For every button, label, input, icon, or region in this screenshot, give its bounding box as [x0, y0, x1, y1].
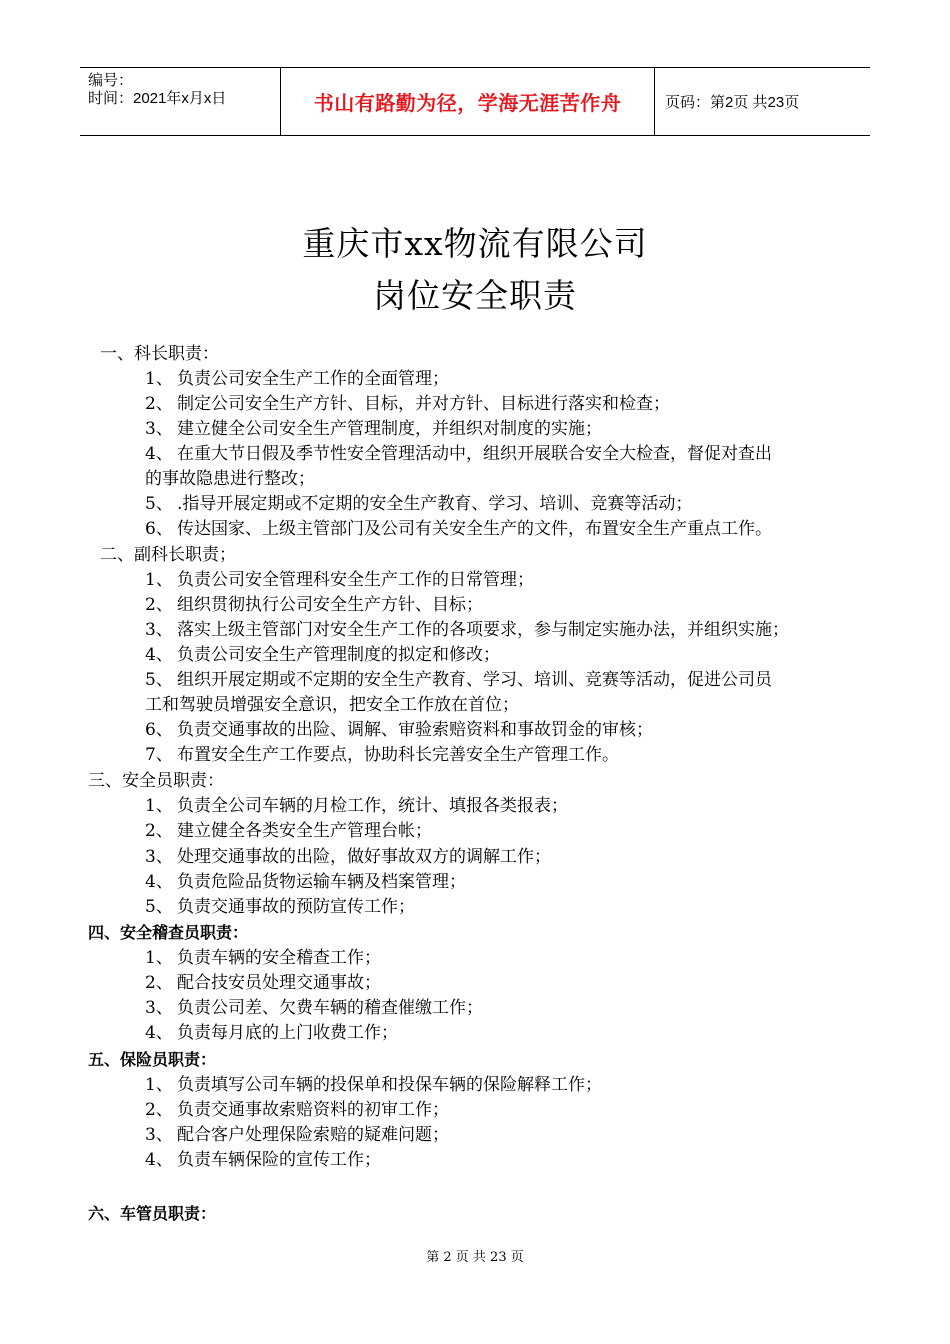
- item-number: 4、: [145, 645, 173, 665]
- list-item: [145, 971, 381, 996]
- list-item: [145, 367, 449, 392]
- item-continuation: 工和驾驶员增强安全意识，把安全工作放在首位；: [145, 695, 519, 715]
- item-text: 负责全公司车辆的月检工作，统计、填报各类报表；: [177, 796, 568, 816]
- item-number: 5、: [145, 494, 173, 514]
- item-text: 负责交通事故的预防宣传工作；: [177, 897, 415, 917]
- document-title: 重庆市xx物流有限公司: [302, 224, 648, 263]
- item-text: 负责交通事故索赔资料的初审工作；: [177, 1100, 449, 1120]
- item-text: 负责危险品货物运输车辆及档案管理；: [177, 872, 466, 892]
- item-text: 制定公司安全生产方针、目标，并对方针、目标进行落实和检查；: [177, 394, 670, 414]
- item-number: 2、: [145, 821, 173, 841]
- header-page-info: 页码：第2页 共23页: [665, 94, 800, 111]
- item-number: 4、: [145, 444, 173, 464]
- item-number: 1、: [145, 369, 173, 389]
- page-footer: 第 2 页 共 23 页: [426, 1250, 524, 1265]
- item-text: 布置安全生产工作要点，协助科长完善安全生产管理工作。: [177, 745, 619, 765]
- list-item: [145, 1148, 381, 1173]
- list-item: [145, 1123, 449, 1148]
- item-text: 负责填写公司车辆的投保单和投保车辆的保险解释工作；: [177, 1075, 602, 1095]
- item-text: 负责交通事故的出险、调解、审验索赔资料和事故罚金的审核；: [177, 720, 653, 740]
- item-text: 负责公司安全生产管理制度的拟定和修改；: [177, 645, 500, 665]
- document-subtitle: 岗位安全职责: [373, 276, 577, 315]
- item-number: 3、: [145, 998, 173, 1018]
- item-text: 配合技安员处理交通事故；: [177, 973, 381, 993]
- item-number: 4、: [145, 872, 173, 892]
- document-header: [80, 67, 870, 136]
- header-number-label: 编号：: [88, 72, 134, 89]
- item-text: 在重大节日假及季节性安全管理活动中，组织开展联合安全大检查，督促对查出: [177, 444, 772, 464]
- item-number: 2、: [145, 394, 173, 414]
- item-number: 3、: [145, 847, 173, 867]
- list-item: [145, 870, 466, 895]
- item-number: 1、: [145, 1075, 173, 1095]
- item-number: 1、: [145, 570, 173, 590]
- list-item: [145, 618, 789, 643]
- list-item: [145, 392, 670, 417]
- item-text: 负责公司安全生产工作的全面管理；: [177, 369, 449, 389]
- item-text: 负责公司差、欠费车辆的稽查催缴工作；: [177, 998, 483, 1018]
- section-heading: 六、车管员职责：: [88, 1204, 217, 1223]
- list-item: [145, 593, 483, 618]
- list-item: [145, 794, 568, 819]
- list-item: [145, 417, 602, 442]
- item-number: 6、: [145, 720, 173, 740]
- item-number: 4、: [145, 1023, 173, 1043]
- item-number: 2、: [145, 595, 173, 615]
- list-item: [145, 718, 653, 743]
- list-item: [145, 845, 551, 870]
- section-heading: 一、科长职责：: [100, 344, 219, 364]
- item-number: 4、: [145, 1150, 173, 1170]
- list-item: [145, 1021, 398, 1046]
- list-item: [145, 643, 500, 668]
- list-item: [145, 568, 534, 593]
- item-number: 5、: [145, 897, 173, 917]
- list-item: [145, 996, 483, 1021]
- list-item: [145, 946, 381, 971]
- list-item: [145, 1073, 602, 1098]
- item-text: 传达国家、上级主管部门及公司有关安全生产的文件，布置安全生产重点工作。: [177, 519, 772, 539]
- item-text: 负责车辆保险的宣传工作；: [177, 1150, 381, 1170]
- header-meta: [80, 68, 280, 135]
- item-number: 3、: [145, 620, 173, 640]
- item-text: 负责公司安全管理科安全生产工作的日常管理；: [177, 570, 534, 590]
- list-item: [145, 668, 772, 693]
- section-heading: 四、安全稽查员职责：: [88, 923, 249, 942]
- header-motto-cell: [280, 68, 655, 135]
- list-item: [145, 492, 692, 517]
- list-item: [145, 517, 772, 542]
- item-number: 3、: [145, 419, 173, 439]
- item-text: 落实上级主管部门对安全生产工作的各项要求，参与制定实施办法，并组织实施；: [177, 620, 789, 640]
- item-text: 组织贯彻执行公司安全生产方针、目标；: [177, 595, 483, 615]
- item-number: 5、: [145, 670, 173, 690]
- section-heading: 五、保险员职责：: [88, 1050, 217, 1069]
- list-item: [145, 1098, 449, 1123]
- item-number: 2、: [145, 973, 173, 993]
- list-item: [145, 743, 619, 768]
- section-heading: 二、副科长职责；: [100, 545, 236, 565]
- item-text: 配合客户处理保险索赔的疑难问题；: [177, 1125, 449, 1145]
- item-text: 建立健全公司安全生产管理制度，并组织对制度的实施；: [177, 419, 602, 439]
- item-number: 6、: [145, 519, 173, 539]
- item-text: 负责每月底的上门收费工作；: [177, 1023, 398, 1043]
- header-time-label: 时间：2021年x月x日: [88, 90, 227, 107]
- item-text: 负责车辆的安全稽查工作；: [177, 948, 381, 968]
- item-continuation: 的事故隐患进行整改；: [145, 469, 315, 489]
- item-number: 2、: [145, 1100, 173, 1120]
- item-number: 3、: [145, 1125, 173, 1145]
- item-text: 建立健全各类安全生产管理台帐；: [177, 821, 432, 841]
- item-text: 组织开展定期或不定期的安全生产教育、学习、培训、竞赛等活动，促进公司员: [177, 670, 772, 690]
- item-number: 7、: [145, 745, 173, 765]
- item-number: 1、: [145, 948, 173, 968]
- header-motto: 书山有路勤为径，学海无涯苦作舟: [313, 91, 622, 115]
- list-item: [145, 819, 432, 844]
- list-item: [145, 895, 415, 920]
- item-text: 处理交通事故的出险，做好事故双方的调解工作；: [177, 847, 551, 867]
- item-text: .指导开展定期或不定期的安全生产教育、学习、培训、竞赛等活动；: [177, 494, 693, 514]
- section-heading: 三、安全员职责：: [88, 771, 224, 791]
- item-number: 1、: [145, 796, 173, 816]
- list-item: [145, 442, 772, 467]
